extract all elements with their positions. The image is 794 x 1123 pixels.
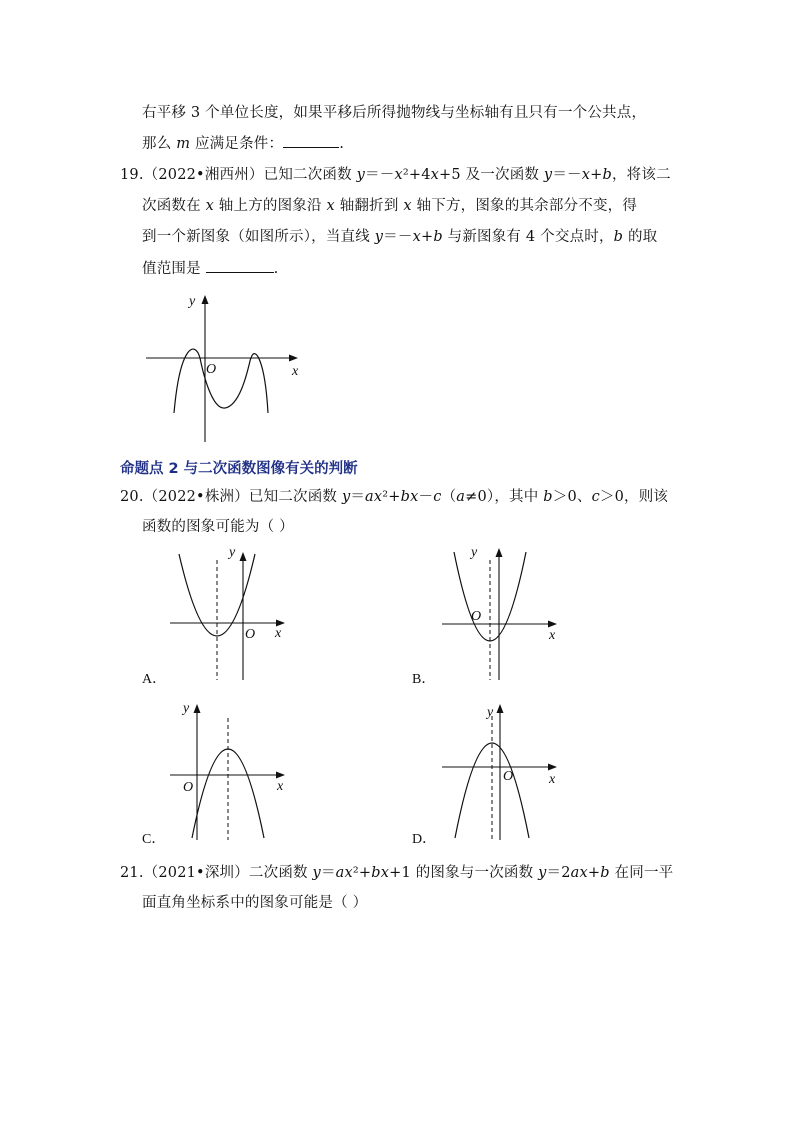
q20-t1f: bx xyxy=(400,489,419,505)
q19-t1e: ²+4 xyxy=(402,167,431,183)
q19-y-arrow xyxy=(202,295,209,304)
q20-t1m: ＞0、 xyxy=(552,489,592,505)
q19-t3a: 到一个新图象（如图所示），当直线 xyxy=(142,229,375,245)
q19-t3b: y xyxy=(374,229,384,245)
q20-t1i: （ xyxy=(441,489,457,505)
q19-t3d: x xyxy=(412,229,421,245)
q19-figure xyxy=(140,285,310,445)
q19-t1l: b xyxy=(602,167,612,183)
q21-t1c: ＝ xyxy=(320,865,336,881)
q20-option-c-graph[interactable] xyxy=(165,698,295,843)
q20-b-x-label: x xyxy=(549,628,556,643)
q18-answer-blank xyxy=(283,133,339,148)
q20-t1j: a xyxy=(456,489,466,505)
q20-t1b: y xyxy=(341,489,351,505)
q19-t1a: 19.（2022•湘西州）已知二次函数 xyxy=(120,167,357,183)
q20-t2: 函数的图象可能为（ ） xyxy=(142,519,294,535)
q19-t2a: 次函数在 xyxy=(142,198,206,214)
q19-line-2 xyxy=(142,196,637,216)
q20-option-a-graph[interactable] xyxy=(165,540,295,685)
q19-t1g: +5 及一次函数 xyxy=(439,167,544,183)
q19-t1j: x xyxy=(581,167,591,183)
q19-t3e: + xyxy=(420,229,434,245)
q19-t2f: x xyxy=(403,198,412,214)
q20-b-y-label: y xyxy=(471,545,478,560)
q20-d-y-label: y xyxy=(487,705,494,720)
q21-t1e: ²+ xyxy=(352,865,372,881)
q20-option-a-label[interactable]: A． xyxy=(142,672,167,687)
q21-line-1 xyxy=(120,863,673,883)
q21-line-2 xyxy=(142,893,367,913)
q20-t1n: c xyxy=(591,489,600,505)
q19-t1k: + xyxy=(590,167,603,183)
q18-text-2a: 那么 xyxy=(142,136,177,152)
q19-t1i: ＝－ xyxy=(552,167,582,183)
q19-x-label: x xyxy=(292,364,299,379)
q19-x-arrow xyxy=(289,355,298,362)
q21-t1b: y xyxy=(312,865,321,881)
q19-y-label: y xyxy=(189,294,196,309)
q21-t1l: b xyxy=(600,865,610,881)
q19-t2e: 轴翻折到 xyxy=(334,198,404,214)
q19-t3h: b xyxy=(613,229,624,245)
q19-period: . xyxy=(273,261,279,277)
q18-period: . xyxy=(339,136,344,152)
q20-t1a: 20.（2022•株洲）已知二次函数 xyxy=(120,489,342,505)
q20-b-origin: O xyxy=(471,609,482,624)
q21-t1m: 在同一平 xyxy=(609,865,674,881)
q21-t1d: ax xyxy=(335,865,353,881)
q20-t1l: b xyxy=(543,489,553,505)
q19-t2c: 轴上方的图象沿 xyxy=(214,198,327,214)
q20-option-d-graph[interactable] xyxy=(437,698,567,843)
q18-var-m: m xyxy=(176,136,191,152)
q19-t4: 值范围是 xyxy=(142,261,206,277)
q20-c-origin: O xyxy=(183,780,194,795)
q19-t1m: ，将该二 xyxy=(611,167,671,183)
q20-t1o: ＞0，则该 xyxy=(599,489,669,505)
q20-a-origin: O xyxy=(245,627,256,642)
q21-t1a: 21.（2021•深圳）二次函数 xyxy=(120,865,313,881)
q19-t2g: 轴下方，图象的其余部分不变，得 xyxy=(411,198,638,214)
q21-t1j: ax xyxy=(570,865,588,881)
q20-line-2 xyxy=(142,517,294,537)
q20-t1k: ≠0），其中 xyxy=(465,489,544,505)
q21-t1h: y xyxy=(538,865,547,881)
q20-t1h: c xyxy=(433,489,442,505)
q19-t1f: x xyxy=(430,167,440,183)
q19-t3f: b xyxy=(433,229,443,245)
q20-line-1 xyxy=(120,487,668,507)
q20-t1g: － xyxy=(418,489,434,505)
q20-t1e: ²+ xyxy=(382,489,401,505)
q19-t1b: y xyxy=(356,167,366,183)
q19-curve xyxy=(174,349,268,413)
q20-d-origin: O xyxy=(503,769,514,784)
q20-c-y-label: y xyxy=(183,701,190,716)
q19-origin-label: O xyxy=(206,362,217,377)
q21-t2: 面直角坐标系中的图象可能是（ ） xyxy=(142,895,368,911)
q19-t1h: y xyxy=(543,167,553,183)
q19-t2d: x xyxy=(326,198,335,214)
q20-option-d-label[interactable]: D． xyxy=(412,832,437,847)
q19-t3i: 的取 xyxy=(623,229,658,245)
q20-t1c: ＝ xyxy=(350,489,366,505)
q21-t1k: + xyxy=(587,865,601,881)
q18-text-2b: 应满足条件： xyxy=(190,136,284,152)
q19-t1d: x xyxy=(394,167,403,183)
q18-line-2 xyxy=(142,133,344,154)
q20-option-c-label[interactable]: C． xyxy=(142,832,166,847)
q21-t1i: ＝2 xyxy=(546,865,571,881)
q21-t1g: +1 的图象与一次函数 xyxy=(389,865,539,881)
q20-c-x-label: x xyxy=(277,779,284,794)
q19-line-3 xyxy=(142,227,657,247)
q20-a-y-label: y xyxy=(229,545,236,560)
q18-line-1 xyxy=(142,103,646,123)
q19-t2b: x xyxy=(205,198,214,214)
q20-a-x-label: x xyxy=(275,626,282,641)
q19-line-4 xyxy=(142,258,278,279)
q20-option-b-label[interactable]: B． xyxy=(412,672,436,687)
q19-t1c: ＝－ xyxy=(365,167,395,183)
q19-t3g: 与新图象有 4 个交点时， xyxy=(442,229,614,245)
q19-t3c: ＝－ xyxy=(383,229,413,245)
q18-text-1: 右平移 3 个单位长度，如果平移后所得抛物线与坐标轴有且只有一个公共点， xyxy=(142,105,647,121)
q20-t1d: ax xyxy=(365,489,383,505)
q21-t1f: bx xyxy=(371,865,390,881)
q20-option-b-graph[interactable] xyxy=(437,540,567,685)
q20-d-x-label: x xyxy=(549,772,556,787)
section-heading: 命题点 2 与二次函数图像有关的判断 xyxy=(120,461,358,477)
q19-answer-blank xyxy=(206,258,274,273)
q19-line-1 xyxy=(120,165,671,185)
